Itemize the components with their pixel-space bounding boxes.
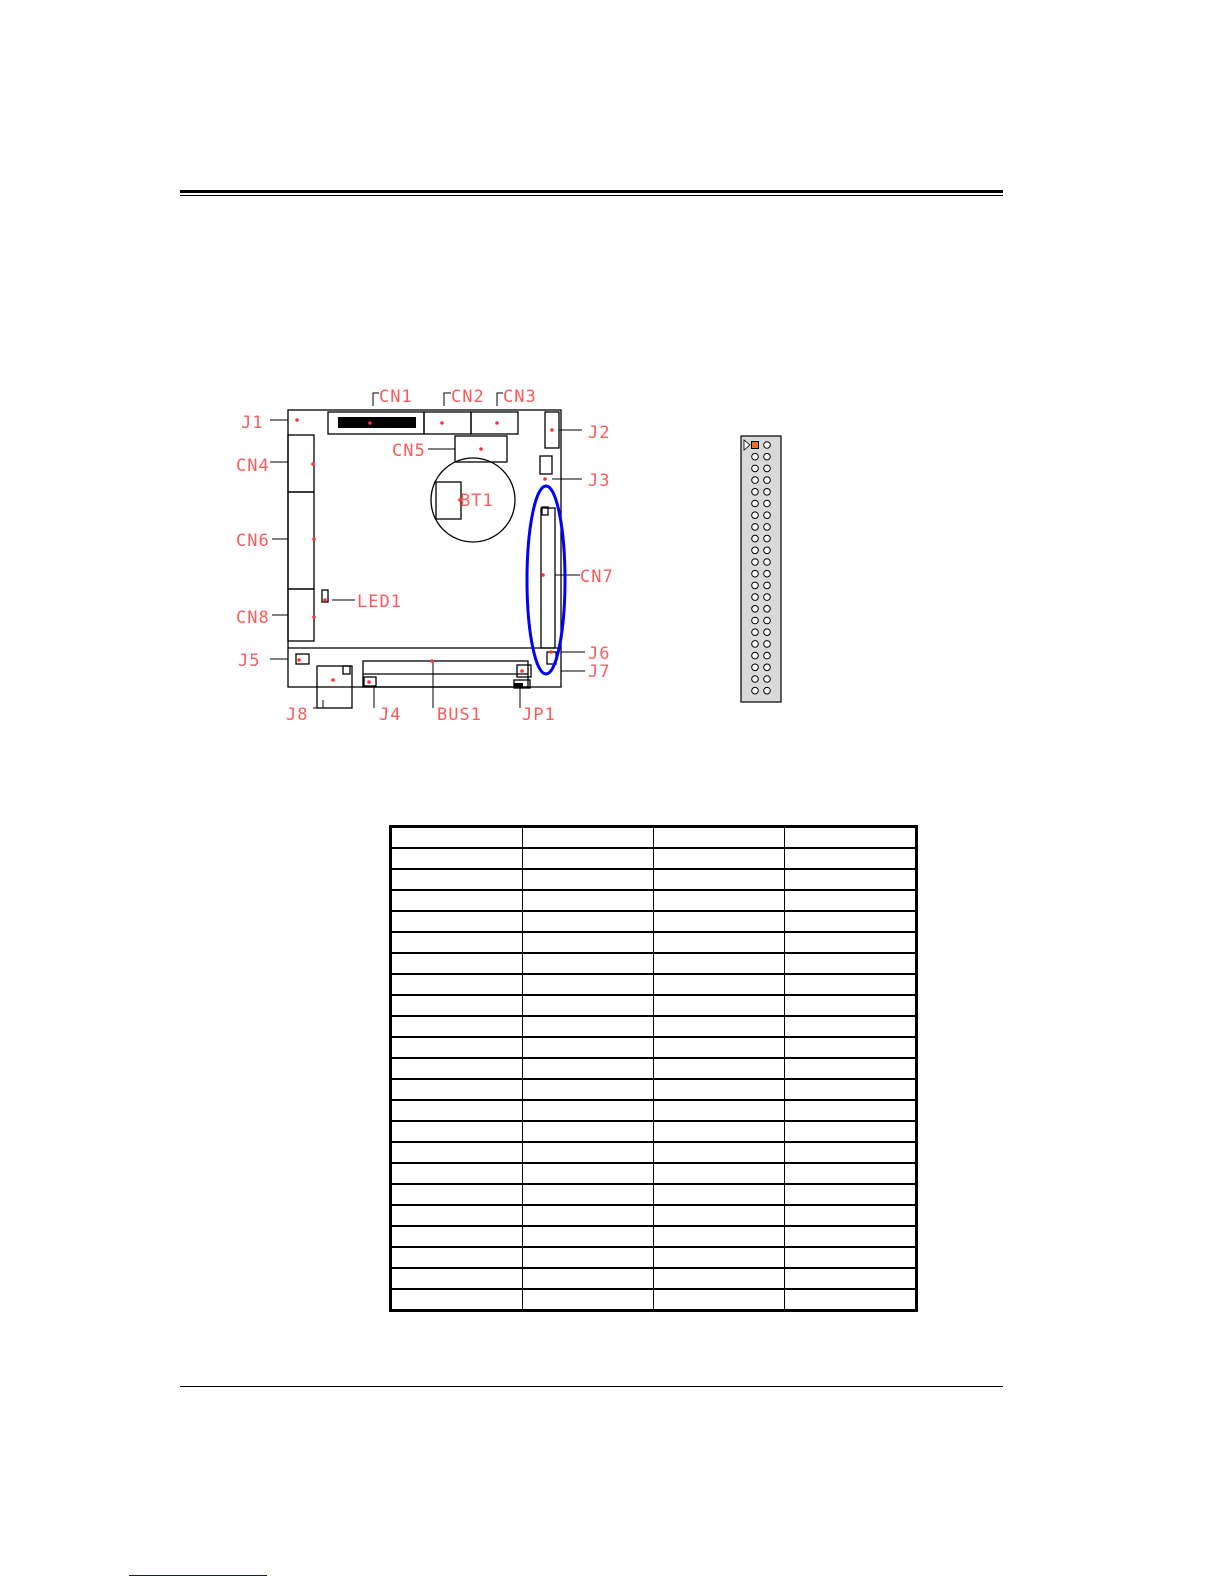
table-cell <box>654 1247 785 1268</box>
pin-header-diagram <box>739 435 787 705</box>
pin <box>764 652 771 659</box>
label-cn4: CN4 <box>236 456 270 476</box>
table-cell <box>654 890 785 911</box>
table-row <box>391 869 917 890</box>
j3-body <box>540 456 552 474</box>
pin <box>752 617 759 624</box>
pin <box>752 570 759 577</box>
pin <box>764 453 771 460</box>
table-row <box>391 911 917 932</box>
label-j5: J5 <box>238 651 261 671</box>
header-rule-thick <box>180 190 1003 193</box>
table-cell <box>785 1268 917 1289</box>
pin <box>752 606 759 613</box>
pin <box>764 489 771 496</box>
table-cell <box>523 1226 654 1247</box>
table-cell <box>391 890 523 911</box>
pin <box>752 500 759 507</box>
table-cell <box>523 953 654 974</box>
table-cell <box>654 1226 785 1247</box>
table-cell <box>654 1184 785 1205</box>
cn2-body <box>424 412 471 434</box>
table-cell <box>785 848 917 869</box>
label-j8: J8 <box>286 705 309 725</box>
table-cell <box>523 1100 654 1121</box>
pin <box>752 477 759 484</box>
table-cell <box>391 974 523 995</box>
cn7-highlight-ellipse <box>527 486 565 674</box>
table-cell <box>523 1184 654 1205</box>
table-cell <box>523 1205 654 1226</box>
pin <box>764 535 771 542</box>
pin <box>752 547 759 554</box>
pin <box>764 641 771 648</box>
table-cell <box>785 953 917 974</box>
table-cell <box>785 1289 917 1311</box>
pin <box>764 465 771 472</box>
table-cell <box>785 1163 917 1184</box>
table-cell <box>785 1016 917 1037</box>
table-cell <box>785 1226 917 1247</box>
cn8-body <box>288 589 314 641</box>
table-cell <box>523 1163 654 1184</box>
table-cell <box>523 995 654 1016</box>
header-rule-thin <box>180 195 1003 196</box>
table-cell <box>785 827 917 849</box>
table-cell <box>523 911 654 932</box>
header-body <box>741 436 781 702</box>
pin <box>752 629 759 636</box>
table-cell <box>523 869 654 890</box>
table-cell <box>523 1268 654 1289</box>
pin <box>764 594 771 601</box>
label-cn1: CN1 <box>379 387 413 407</box>
table-cell <box>654 1163 785 1184</box>
table-cell <box>785 1205 917 1226</box>
label-bus1: BUS1 <box>437 705 482 725</box>
table-row <box>391 827 917 849</box>
pin <box>764 524 771 531</box>
label-cn6: CN6 <box>236 531 270 551</box>
table-cell <box>523 974 654 995</box>
table-row <box>391 1226 917 1247</box>
cn6-body <box>288 492 314 589</box>
table-cell <box>391 1016 523 1037</box>
table-cell <box>523 932 654 953</box>
pin <box>764 547 771 554</box>
footer-rule <box>180 1386 1003 1387</box>
table-cell <box>391 827 523 849</box>
j8-tab <box>343 666 350 674</box>
label-j6: J6 <box>588 644 611 664</box>
pin <box>764 664 771 671</box>
pin <box>752 465 759 472</box>
pin <box>752 652 759 659</box>
table-cell <box>654 869 785 890</box>
cn1-pin-strip <box>338 417 416 428</box>
table-row <box>391 1058 917 1079</box>
label-j1: J1 <box>241 413 264 433</box>
table-cell <box>523 1121 654 1142</box>
label-cn2: CN2 <box>451 387 485 407</box>
j7-body <box>517 665 531 677</box>
table-cell <box>654 1142 785 1163</box>
table-cell <box>785 1058 917 1079</box>
table-cell <box>654 827 785 849</box>
table-cell <box>391 1058 523 1079</box>
table-row <box>391 848 917 869</box>
label-bt1: BT1 <box>460 491 494 511</box>
table-row <box>391 1205 917 1226</box>
cn3-body <box>471 412 518 434</box>
table-cell <box>523 827 654 849</box>
table-row <box>391 1268 917 1289</box>
table-row <box>391 995 917 1016</box>
label-led1: LED1 <box>357 592 402 612</box>
pin-assignment-table <box>389 825 918 1312</box>
label-cn5: CN5 <box>392 441 426 461</box>
table-row <box>391 953 917 974</box>
table-cell <box>785 1184 917 1205</box>
table-cell <box>785 1100 917 1121</box>
table-cell <box>785 932 917 953</box>
cn7-body <box>541 508 555 648</box>
table-cell <box>523 1016 654 1037</box>
pin <box>752 535 759 542</box>
table-cell <box>391 1289 523 1311</box>
table-cell <box>523 1142 654 1163</box>
pin <box>764 582 771 589</box>
label-j3: J3 <box>588 471 611 491</box>
label-j7: J7 <box>588 662 611 682</box>
table-cell <box>391 1184 523 1205</box>
pin <box>752 687 759 694</box>
table-cell <box>654 1100 785 1121</box>
table-row <box>391 1247 917 1268</box>
table-cell <box>654 1079 785 1100</box>
table-cell <box>654 953 785 974</box>
table-cell <box>523 1289 654 1311</box>
table-cell <box>391 1205 523 1226</box>
table-cell <box>654 848 785 869</box>
jp1-jumper <box>514 683 523 688</box>
table-cell <box>391 1037 523 1058</box>
pin <box>764 512 771 519</box>
table-cell <box>785 890 917 911</box>
label-cn3: CN3 <box>503 387 537 407</box>
table-cell <box>391 995 523 1016</box>
table-cell <box>785 1079 917 1100</box>
table-cell <box>523 890 654 911</box>
board-layout-diagram <box>225 387 645 725</box>
pin <box>752 582 759 589</box>
pin <box>752 559 759 566</box>
table-cell <box>654 1268 785 1289</box>
pin <box>752 524 759 531</box>
label-jp1: JP1 <box>522 705 556 725</box>
footer-link-underline[interactable] <box>129 1575 267 1576</box>
table-row <box>391 1163 917 1184</box>
table-cell <box>391 848 523 869</box>
table-cell <box>785 1037 917 1058</box>
label-j4: J4 <box>379 705 402 725</box>
table-cell <box>391 953 523 974</box>
table-cell <box>391 932 523 953</box>
bt1-body <box>436 482 461 519</box>
table-cell <box>523 1247 654 1268</box>
pin <box>752 641 759 648</box>
table-cell <box>391 1100 523 1121</box>
pin <box>752 489 759 496</box>
pin-1-square <box>752 442 759 449</box>
table-row <box>391 1079 917 1100</box>
table-cell <box>391 1142 523 1163</box>
table-row <box>391 1184 917 1205</box>
table-row <box>391 932 917 953</box>
table-cell <box>391 911 523 932</box>
table-cell <box>391 1121 523 1142</box>
table-cell <box>654 1016 785 1037</box>
pin <box>764 676 771 683</box>
table-cell <box>391 1268 523 1289</box>
table-cell <box>654 1205 785 1226</box>
table-cell <box>785 974 917 995</box>
table-cell <box>523 1058 654 1079</box>
table-row <box>391 1289 917 1311</box>
table-cell <box>654 1058 785 1079</box>
pin <box>764 570 771 577</box>
cn4-body <box>288 435 314 492</box>
table-cell <box>391 1079 523 1100</box>
pin <box>764 606 771 613</box>
pin <box>764 559 771 566</box>
table-cell <box>785 995 917 1016</box>
table-cell <box>785 1121 917 1142</box>
label-j2: J2 <box>588 423 611 443</box>
pin <box>752 453 759 460</box>
table-row <box>391 1142 917 1163</box>
table-row <box>391 1037 917 1058</box>
table-row <box>391 974 917 995</box>
table-row <box>391 890 917 911</box>
table-cell <box>654 995 785 1016</box>
table-cell <box>523 1037 654 1058</box>
label-cn8: CN8 <box>236 608 270 628</box>
pin <box>752 512 759 519</box>
table-cell <box>654 1037 785 1058</box>
table-cell <box>523 848 654 869</box>
pin <box>764 500 771 507</box>
table-cell <box>785 869 917 890</box>
pin <box>764 617 771 624</box>
table-cell <box>391 1226 523 1247</box>
table-cell <box>523 1079 654 1100</box>
table-row <box>391 1100 917 1121</box>
label-cn7: CN7 <box>580 567 614 587</box>
pin <box>752 664 759 671</box>
pin <box>764 442 771 449</box>
table-row <box>391 1016 917 1037</box>
pin <box>752 676 759 683</box>
pin <box>764 629 771 636</box>
table-cell <box>654 1121 785 1142</box>
table-cell <box>785 1142 917 1163</box>
table-cell <box>785 911 917 932</box>
table-cell <box>391 1247 523 1268</box>
table-cell <box>785 1247 917 1268</box>
table-cell <box>654 974 785 995</box>
table-cell <box>391 869 523 890</box>
pin <box>752 594 759 601</box>
table-cell <box>391 1163 523 1184</box>
table-row <box>391 1121 917 1142</box>
table-cell <box>654 932 785 953</box>
pin <box>764 687 771 694</box>
table-cell <box>654 911 785 932</box>
table-cell <box>654 1289 785 1311</box>
pin <box>764 477 771 484</box>
